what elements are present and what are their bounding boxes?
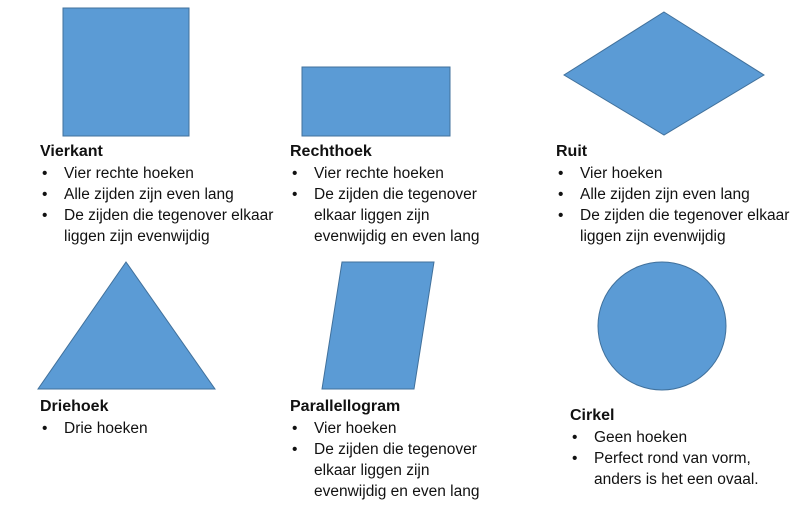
list-item: • Vier rechte hoeken <box>42 165 194 182</box>
list-item: • Alle zijden zijn even lang <box>42 186 234 203</box>
rectangle-shape <box>302 67 450 136</box>
parallellogram-title: Parallellogram <box>290 398 401 415</box>
bullet-text: Vier hoeken <box>580 165 663 182</box>
bullet-text: Vier rechte hoeken <box>314 165 444 182</box>
bullet-text: De zijden die tegenover elkaar liggen zijn evenwijdig <box>64 207 274 245</box>
bullet-text: De zijden die tegenover elkaar liggen zijn evenwijdig en even lang <box>314 186 480 245</box>
bullet-text: Alle zijden zijn even lang <box>64 186 234 203</box>
cirkel-title: Cirkel <box>570 407 615 424</box>
driehoek-title: Driehoek <box>40 398 109 415</box>
bullet-text: De zijden die tegenover elkaar liggen zijn evenwijdig <box>580 207 790 245</box>
list-item: • Vier hoeken <box>558 165 663 182</box>
ruit-list <box>556 163 800 247</box>
list-item: • De zijden die tegenover elkaar liggen zijn evenwijdig en even lang <box>290 439 520 502</box>
bullet-text: Drie hoeken <box>64 420 148 437</box>
list-item: • Perfect rond van vorm, anders is het een ovaal. <box>570 448 798 490</box>
bullet-text: Vier rechte hoeken <box>64 165 194 182</box>
bullet-text: Vier hoeken <box>314 420 397 437</box>
bullet-text: De zijden die tegenover elkaar liggen zijn evenwijdig en even lang <box>314 441 480 500</box>
list-item: • De zijden die tegenover elkaar liggen zijn evenwijdig en even lang <box>290 184 520 247</box>
vierkant-block <box>40 141 290 247</box>
list-item: • Vier hoeken <box>292 420 397 437</box>
vierkant-title: Vierkant <box>40 143 103 160</box>
list-item: • Geen hoeken <box>572 429 688 446</box>
list-item: • Drie hoeken <box>42 420 148 437</box>
parallellogram-block <box>290 396 520 502</box>
driehoek-list <box>40 418 270 439</box>
list-item: • Alle zijden zijn even lang <box>558 186 750 203</box>
rechthoek-title: Rechthoek <box>290 143 372 160</box>
cirkel-list <box>570 427 798 490</box>
bullet-text: Geen hoeken <box>594 429 688 446</box>
rechthoek-list <box>290 163 520 247</box>
cirkel-block <box>570 405 798 490</box>
rechthoek-block <box>290 141 520 247</box>
ruit-block <box>556 141 800 247</box>
bullet-text: Alle zijden zijn even lang <box>580 186 750 203</box>
list-item: • De zijden die tegenover elkaar liggen zijn evenwijdig <box>556 205 800 247</box>
driehoek-block <box>40 396 270 439</box>
square-shape <box>63 8 189 136</box>
vierkant-list <box>40 163 290 247</box>
rhombus-shape <box>564 12 764 135</box>
triangle-shape <box>38 262 215 389</box>
list-item: • De zijden die tegenover elkaar liggen zijn evenwijdig <box>40 205 290 247</box>
bullet-text: Perfect rond van vorm, anders is het een ovaal. <box>594 450 759 488</box>
list-item: • Vier rechte hoeken <box>292 165 444 182</box>
ruit-title: Ruit <box>556 143 588 160</box>
parallelogram-shape <box>322 262 434 389</box>
parallellogram-list <box>290 418 520 502</box>
circle-shape <box>598 262 726 390</box>
